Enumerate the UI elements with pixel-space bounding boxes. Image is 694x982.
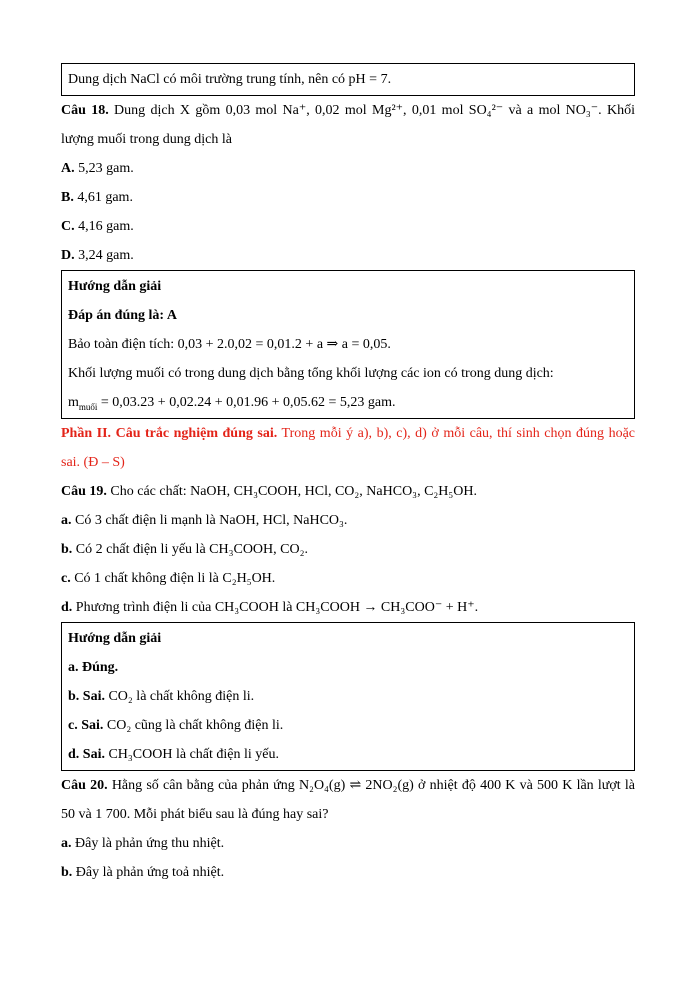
q19-solution-box bbox=[61, 622, 635, 771]
q19-solution-d-line bbox=[68, 740, 628, 769]
q18-option-d-text: 3,24 gam. bbox=[74, 248, 134, 263]
q18-option-a-label: A. bbox=[61, 161, 75, 176]
q19-statement-c-line bbox=[61, 564, 635, 593]
q20-statement-b-line bbox=[61, 858, 635, 887]
question-20-line bbox=[61, 771, 635, 829]
question-19-line bbox=[61, 477, 635, 506]
q19-solution-a-label: a. Đúng. bbox=[68, 660, 119, 675]
q20-statement-b-label: b. bbox=[61, 865, 73, 880]
q18-solution-step2-text: Khối lượng muối có trong dung dịch bằng tổng khối lượng các ion có trong dung dịch: bbox=[68, 366, 554, 381]
q20-statement-a-text: Đây là phản ứng thu nhiệt. bbox=[71, 836, 225, 851]
q19-statement-c-label: c. bbox=[61, 571, 71, 586]
q18-option-b-line bbox=[61, 183, 635, 212]
q18-solution-mass-eq: = 0,03.23 + 0,02.24 + 0,01.96 + 0,05.62 = 5,23 gam. bbox=[97, 395, 396, 410]
q18-solution-box bbox=[61, 270, 635, 419]
prev-solution-box bbox=[61, 63, 635, 96]
question-18-line bbox=[61, 96, 635, 154]
q18-option-d-label: D. bbox=[61, 248, 75, 263]
nacl-note-line bbox=[68, 65, 628, 94]
q18-option-a-text: 5,23 gam. bbox=[74, 161, 134, 176]
q18-option-c-label: C. bbox=[61, 219, 75, 234]
q19-solution-b-text: CO₂ là chất không điện li. bbox=[104, 689, 255, 704]
part2-heading-text: Trong mỗi ý a), b), c), d) ở mỗi câu, thí sinh chọn đúng hoặc sai. (Đ – S) bbox=[61, 426, 635, 470]
q18-option-c-line bbox=[61, 212, 635, 241]
q19-solution-d-label: d. Sai. bbox=[68, 747, 105, 762]
q19-solution-b-line bbox=[68, 682, 628, 711]
q18-solution-step1 bbox=[68, 330, 628, 359]
q19-solution-title-text: Hướng dẫn giải bbox=[68, 631, 162, 646]
q19-statement-d-label: d. bbox=[61, 600, 73, 615]
question-19-text: Cho các chất: NaOH, CH₃COOH, HCl, CO₂, NaHCO₃, C₂H₅OH. bbox=[106, 484, 477, 499]
q19-solution-a-line bbox=[68, 653, 628, 682]
q18-solution-step2 bbox=[68, 359, 628, 388]
q20-statement-a-line bbox=[61, 829, 635, 858]
part2-heading-line bbox=[61, 419, 635, 477]
q18-solution-step1-text: Bảo toàn điện tích: 0,03 + 2.0,02 = 0,01.2 + a ⇒ a = 0,05. bbox=[68, 337, 391, 352]
q19-statement-a-line bbox=[61, 506, 635, 535]
question-18-label: Câu 18. bbox=[61, 103, 109, 118]
question-20-label: Câu 20. bbox=[61, 778, 108, 793]
q18-solution-answer bbox=[68, 301, 628, 330]
q18-solution-title-text: Hướng dẫn giải bbox=[68, 279, 162, 294]
q19-statement-d-line bbox=[61, 593, 635, 622]
q19-statement-c-text: Có 1 chất không điện li là C₂H₅OH. bbox=[70, 571, 276, 586]
q18-option-b-label: B. bbox=[61, 190, 74, 205]
q19-solution-c-line bbox=[68, 711, 628, 740]
q19-solution-c-text: CO₂ cũng là chất không điện li. bbox=[103, 718, 284, 733]
q19-statement-b-label: b. bbox=[61, 542, 73, 557]
q18-solution-mass-line bbox=[68, 388, 628, 417]
q19-statement-a-text: Có 3 chất điện li mạnh là NaOH, HCl, NaHCO₃. bbox=[71, 513, 348, 528]
q19-solution-title bbox=[68, 624, 628, 653]
q19-solution-c-label: c. Sai. bbox=[68, 718, 104, 733]
nacl-note-text: Dung dịch NaCl có môi trường trung tính, nên có pH = 7. bbox=[68, 72, 392, 87]
question-20-text: Hằng số cân bằng của phản ứng N₂O₄(g) ⇌ 2NO₂(g) ở nhiệt độ 400 K và 500 K lần lượt là 50 và 1 700. Mỗi phát biểu sau là đúng hay sai? bbox=[61, 778, 635, 822]
q18-option-b-text: 4,61 gam. bbox=[73, 190, 133, 205]
q19-statement-a-label: a. bbox=[61, 513, 72, 528]
q18-solution-mass-var: m bbox=[68, 395, 79, 410]
q18-solution-title bbox=[68, 272, 628, 301]
q20-statement-a-label: a. bbox=[61, 836, 72, 851]
question-19-label: Câu 19. bbox=[61, 484, 107, 499]
q19-statement-b-text: Có 2 chất điện li yếu là CH₃COOH, CO₂. bbox=[72, 542, 308, 557]
part2-heading-label: Phần II. Câu trắc nghiệm đúng sai. bbox=[61, 426, 278, 441]
q19-solution-b-label: b. Sai. bbox=[68, 689, 105, 704]
q18-solution-mass-sub: muối bbox=[78, 401, 98, 412]
q18-option-c-text: 4,16 gam. bbox=[74, 219, 134, 234]
q18-option-a-line bbox=[61, 154, 635, 183]
q18-option-d-line bbox=[61, 241, 635, 270]
q19-statement-d-text: Phương trình điện li của CH₃COOH là CH₃COOH → CH₃COO⁻ + H⁺. bbox=[72, 600, 479, 615]
q18-solution-answer-text: Đáp án đúng là: A bbox=[68, 308, 177, 323]
q19-solution-d-text: CH₃COOH là chất điện li yếu. bbox=[104, 747, 279, 762]
q19-statement-b-line bbox=[61, 535, 635, 564]
question-18-text: Dung dịch X gồm 0,03 mol Na⁺, 0,02 mol Mg²⁺, 0,01 mol SO₄²⁻ và a mol NO₃⁻. Khối lượng muối trong dung dịch là bbox=[61, 103, 635, 147]
q20-statement-b-text: Đây là phản ứng toả nhiệt. bbox=[72, 865, 225, 880]
